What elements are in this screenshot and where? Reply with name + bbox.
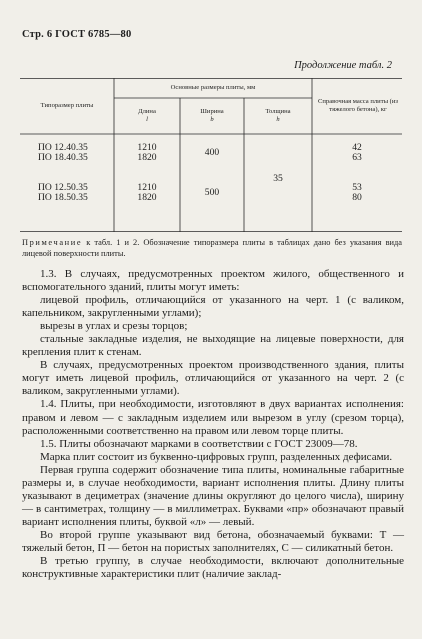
note-text: к табл. 1 и 2. Обозначение типоразмера плиты в таблицах дано без указания вида лицевой поверхности плиты. xyxy=(22,238,402,258)
table-row-mass: 63 xyxy=(352,152,362,163)
body-text xyxy=(22,268,404,581)
header-length: Длина l xyxy=(138,108,156,123)
table-row-length: 1820 xyxy=(137,152,157,163)
table-row-type: ПО 18.40.35 xyxy=(38,152,88,163)
table-row-mass: 80 xyxy=(352,192,362,203)
table-note xyxy=(22,237,402,259)
paragraph: В третью группу, в случае необходимости, включают дополнительные конструктивные характеристики плит (наличие заклад- xyxy=(22,555,404,581)
table-row-type: ПО 12.40.35 xyxy=(38,142,88,153)
table-row-mass: 53 xyxy=(352,182,362,193)
dimensions-table xyxy=(20,78,402,232)
table-row-type: ПО 18.50.35 xyxy=(38,192,88,203)
table-row-length: 1210 xyxy=(137,142,157,153)
width-group-2: 500 xyxy=(204,187,220,198)
paragraph: Первая группа содержит обозначение типа плиты, номинальные габаритные размеры и, в случае необходимости, вариант исполнения плиты. Длину плиты указывают в дециметрах (значение длины округляют до целого числа), ширину — в сантиметрах, толщину — в миллиметрах. Буквами «пр» обозначают правый вариант исполнения плиты, буквой «л» — левый. xyxy=(22,463,404,528)
page-header: Стр. 6 ГОСТ 6785—80 xyxy=(22,29,132,40)
header-main-dimensions: Основные размеры плиты, мм xyxy=(170,84,256,91)
note-label: Примечание xyxy=(22,238,83,247)
table-row-length: 1210 xyxy=(137,182,157,193)
table-row-length: 1820 xyxy=(137,192,157,203)
table-continuation-label: Продолжение табл. 2 xyxy=(294,60,392,71)
paragraph: Во второй группе указывают вид бетона, обозначаемый буквами: Т — тяжелый бетон, П — бетон на пористых заполнителях, С — силикатный бетон. xyxy=(22,528,404,554)
header-thickness: Толщина h xyxy=(265,108,291,123)
table-row-mass: 42 xyxy=(352,142,362,153)
paragraph: В случаях, предусмотренных проектом производственного здания, плиты могут иметь лицевой профиль, отличающийся от указанного на черт. 2 (с валиком, закругленными углами). xyxy=(22,359,404,398)
paragraph: вырезы в углах и срезы торцов; xyxy=(40,320,188,333)
paragraph: Марка плит состоит из буквенно-цифровых групп, разделенных дефисами. xyxy=(40,450,393,463)
width-group-1: 400 xyxy=(204,147,220,158)
header-mass: Справочная масса плиты (из тяжелого бетона), кг xyxy=(318,98,398,113)
paragraph: стальные закладные изделия, не выходящие на лицевые поверхности, для крепления плит к стенам. xyxy=(22,333,404,359)
header-width: Ширина b xyxy=(200,108,224,123)
thickness-value: 35 xyxy=(273,173,283,184)
header-type: Типоразмер плиты xyxy=(40,102,94,109)
paragraph: 1.3. В случаях, предусмотренных проектом жилого, общественного и вспомогательного зданий, плиты могут иметь: xyxy=(22,268,404,294)
paragraph: 1.4. Плиты, при необходимости, изготовляют в двух вариантах исполнения: правом и левом — с закладным изделием или вырезом в углу (срезом торца), расположенными соответственно на правом или левом торце плиты. xyxy=(22,398,404,437)
paragraph: лицевой профиль, отличающийся от указанного на черт. 1 (с валиком, капельником, закругленными углами); xyxy=(22,294,404,320)
table-row-type: ПО 12.50.35 xyxy=(38,182,88,193)
paragraph: 1.5. Плиты обозначают марками в соответствии с ГОСТ 23009—78. xyxy=(40,437,358,450)
